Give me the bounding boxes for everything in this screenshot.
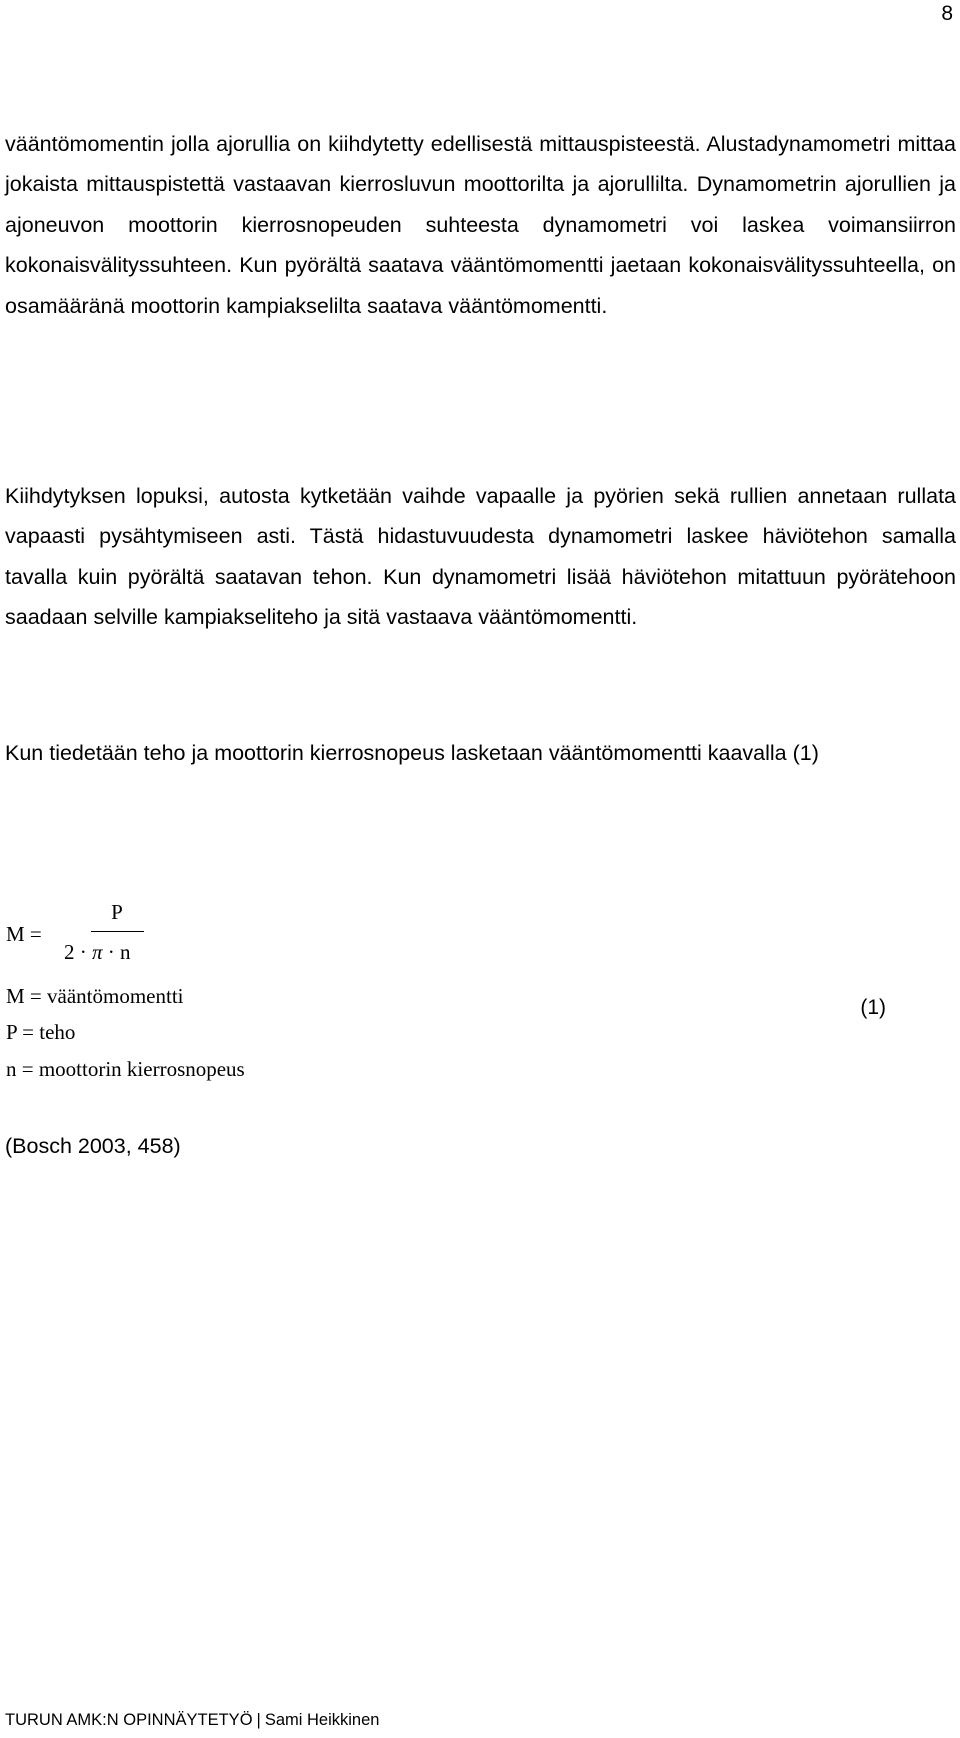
footer-institution: TURUN AMK:N OPINNÄYTETYÖ — [5, 1711, 253, 1729]
paragraph-formula-intro: Kun tiedetään teho ja moottorin kierrosnopeus lasketaan vääntömomentti kaavalla (1) — [5, 740, 819, 765]
torque-formula — [6, 900, 886, 1100]
page-number: 8 — [941, 2, 953, 25]
footer — [5, 1711, 379, 1730]
citation: (Bosch 2003, 458) — [5, 1134, 181, 1158]
footer-separator: | — [256, 1711, 261, 1729]
formula-lhs: M = — [6, 922, 42, 946]
definition-p: P = teho — [6, 1020, 76, 1044]
paragraph-dynamometer-measurement: vääntömomentin jolla ajorullia on kiihdytetty edellisestä mittauspisteestä. Alustadynamometri mittaa jokaista mittauspistettä vastaavan kierrosluvun moottorilta ja ajorullilta. Dynamometrin ajorullien ja ajoneuvon moottorin kierrosnopeuden suhteesta dynamometri voi laskea voimansiirron kokonaisvälityssuhteen. Kun pyörältä saatava vääntömomentti jaetaan kokonaisvälityssuhteella, on osamääränä moottorin kampiakselilta saatava vääntömomentti. — [5, 131, 956, 318]
equation-number: (1) — [860, 996, 886, 1019]
paragraph-loss-power: Kiihdytyksen lopuksi, autosta kytketään vaihde vapaalle ja pyörien sekä rullien annetaan rullata vapaasti pysähtymiseen asti. Tästä hidastuvuudesta dynamometri laskee häviötehon samalla tavalla kuin pyörältä saatavan tehon. Kun dynamometri lisää häviötehon mitattuun pyörätehoon saadaan selville kampiakseliteho ja sitä vastaava vääntömomentti. — [5, 483, 956, 629]
fraction-bar — [91, 931, 144, 932]
definition-m: M = vääntömomentti — [6, 984, 184, 1008]
denominator-two: 2 · — [64, 940, 87, 964]
pi-symbol: π — [92, 940, 103, 964]
footer-author: Sami Heikkinen — [264, 1711, 380, 1729]
formula-denominator — [64, 940, 131, 965]
formula-numerator: P — [111, 900, 123, 924]
denominator-n: · n — [107, 940, 131, 964]
definition-n: n = moottorin kierrosnopeus — [6, 1057, 245, 1081]
